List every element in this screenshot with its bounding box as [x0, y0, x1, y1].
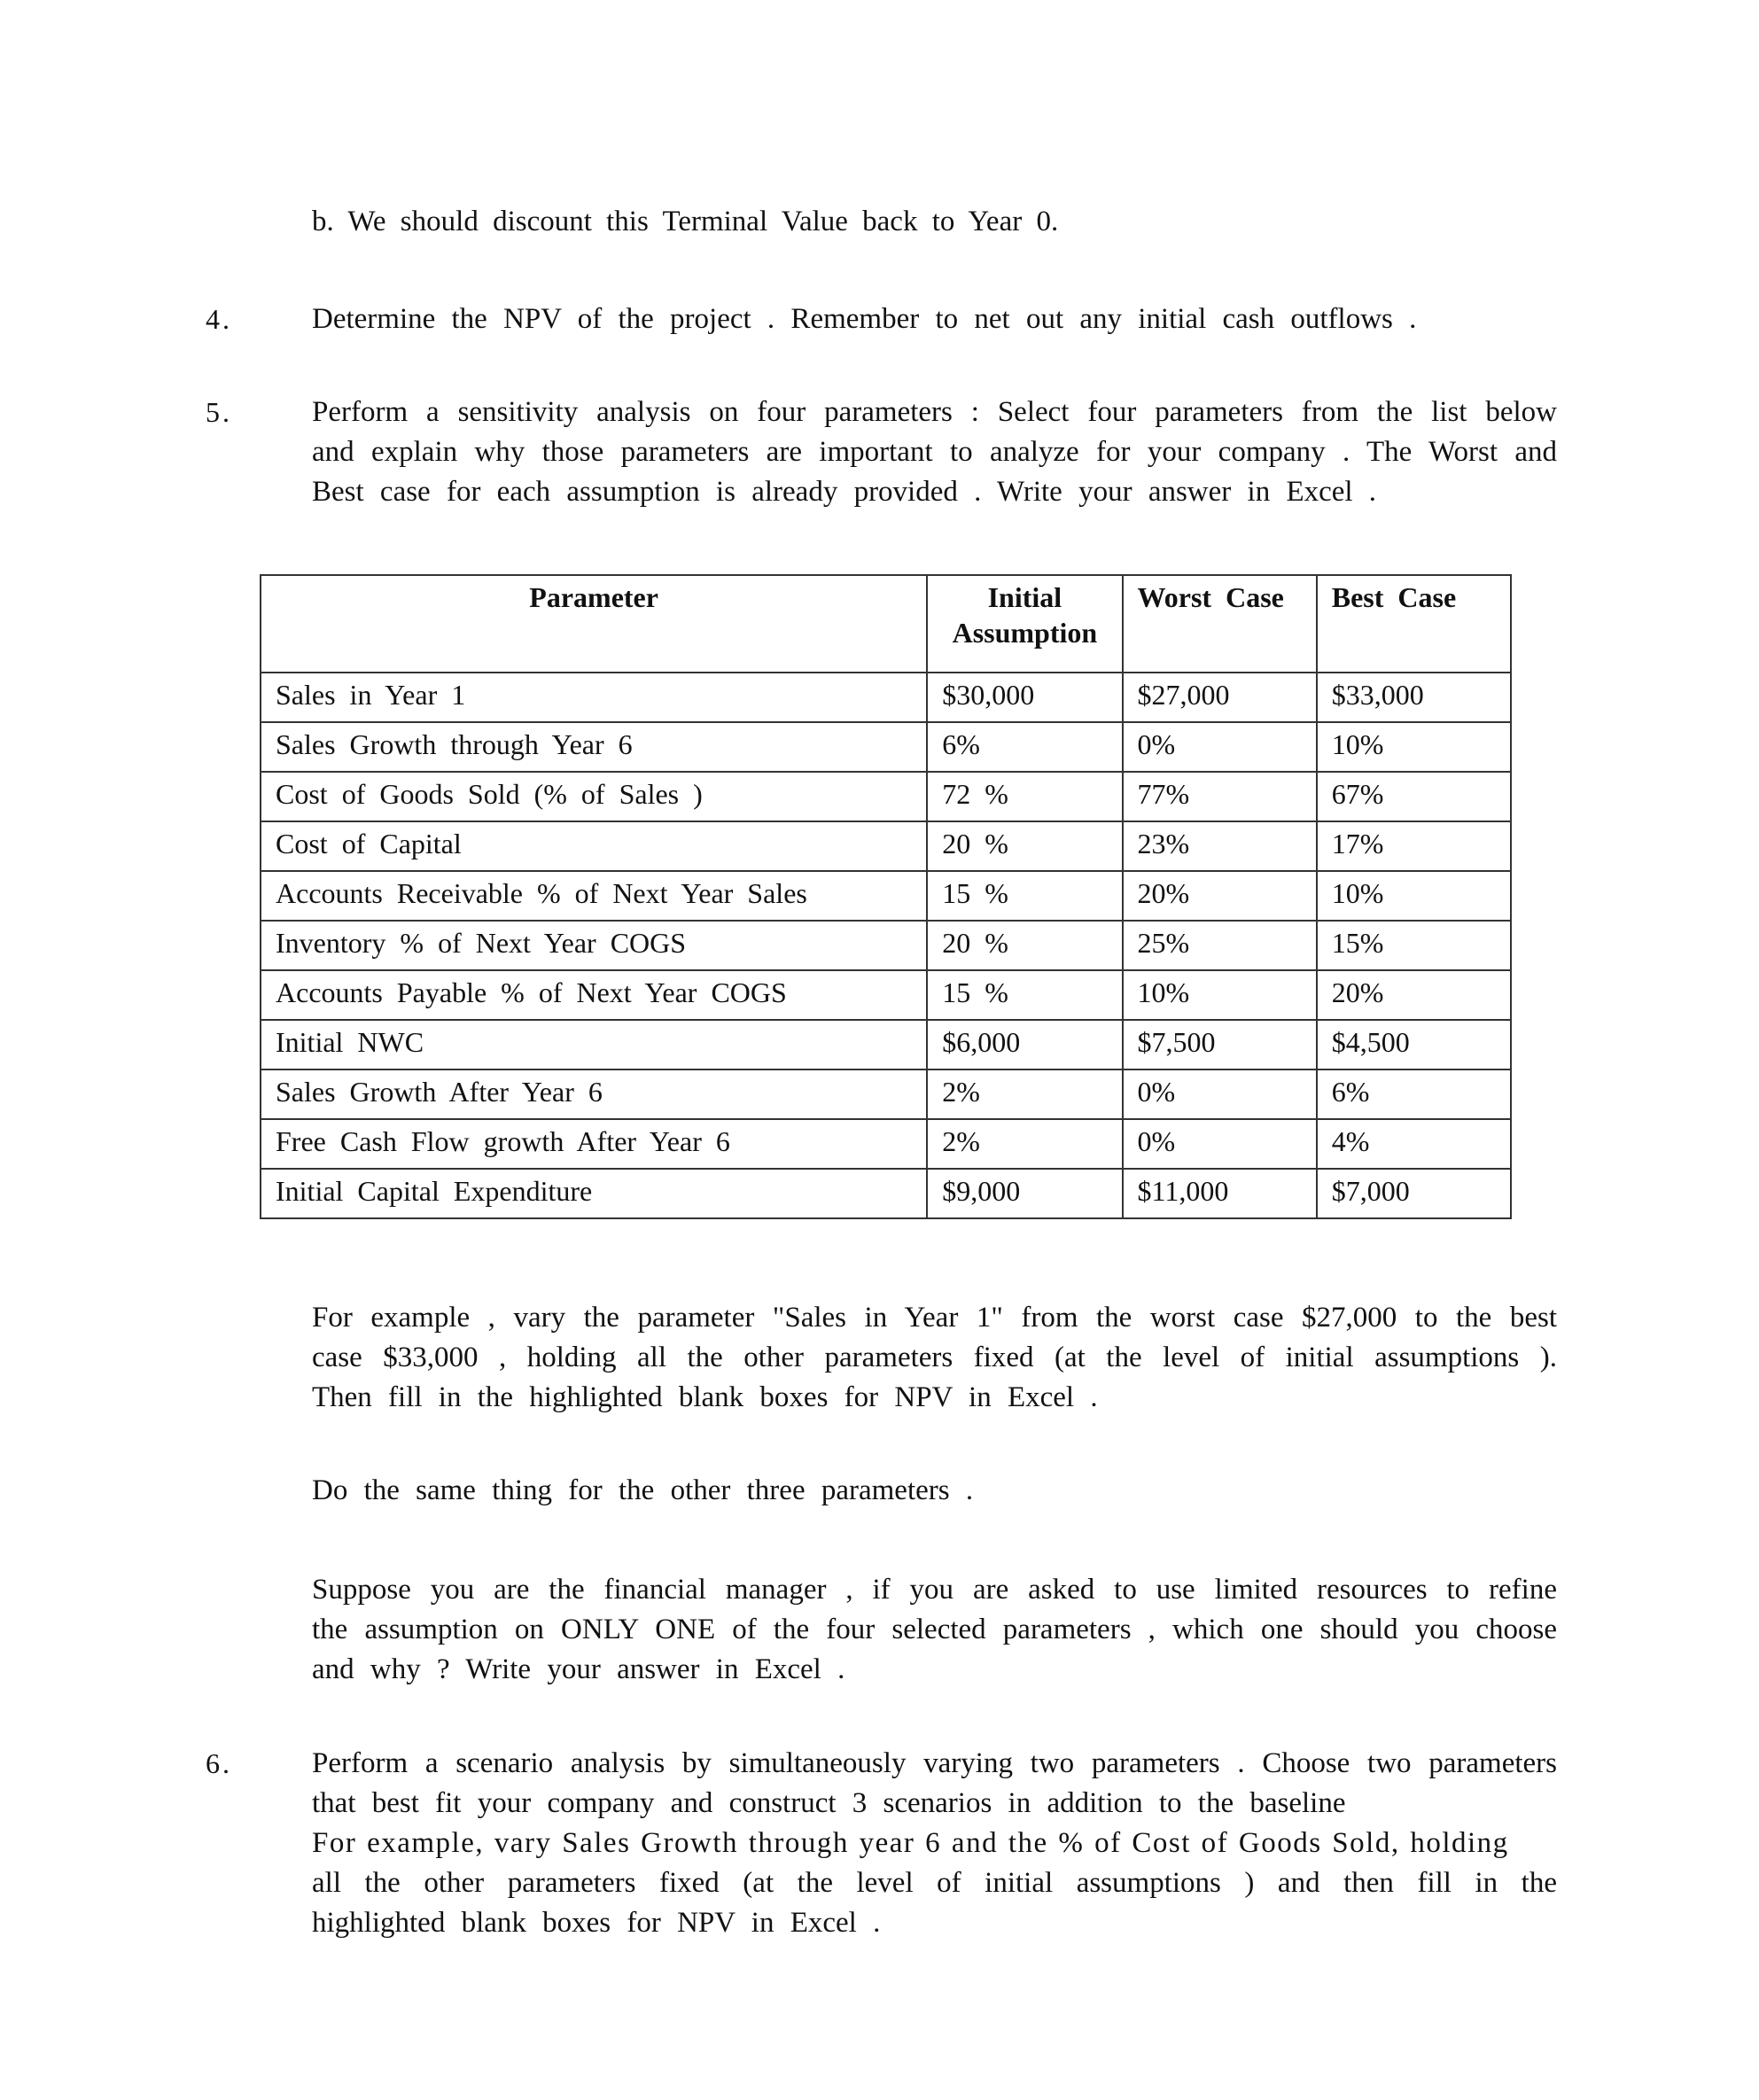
initial-cell: 2%	[927, 1069, 1122, 1119]
suppose-paragraph: Suppose you are the financial manager , if you are asked to use limited resources to refine the assumption on ONLY ONE of the four selected parameters , which one should you choose and why ? Write your answer in Excel .	[312, 1574, 1557, 1685]
table-row	[261, 821, 1511, 871]
best-cell: 6%	[1317, 1069, 1511, 1119]
table-row	[261, 871, 1511, 921]
initial-cell: 15 %	[927, 970, 1122, 1020]
initial-cell: 6%	[927, 722, 1122, 772]
header-worst-case: Worst Case	[1123, 575, 1317, 673]
parameter-cell: Cost of Capital	[261, 821, 927, 871]
best-cell: 10%	[1317, 871, 1511, 921]
worst-cell: 77%	[1123, 772, 1317, 821]
table-row	[261, 673, 1511, 722]
parameter-cell: Accounts Payable % of Next Year COGS	[261, 970, 927, 1020]
parameter-cell: Initial Capital Expenditure	[261, 1169, 927, 1218]
best-cell: 67%	[1317, 772, 1511, 821]
parameter-cell: Sales Growth through Year 6	[261, 722, 927, 772]
initial-cell: 20 %	[927, 821, 1122, 871]
worst-cell: $7,500	[1123, 1020, 1317, 1069]
worst-cell: $11,000	[1123, 1169, 1317, 1218]
table-row	[261, 970, 1511, 1020]
worst-cell: 25%	[1123, 921, 1317, 970]
item-5-number: 5.	[206, 396, 232, 428]
initial-cell: $6,000	[927, 1020, 1122, 1069]
initial-cell: $30,000	[927, 673, 1122, 722]
initial-cell: $9,000	[927, 1169, 1122, 1218]
initial-cell: 2%	[927, 1119, 1122, 1169]
same-thing-paragraph: Do the same thing for the other three parameters .	[312, 1474, 974, 1506]
header-initial-assumption: Initial Assumption	[927, 575, 1122, 673]
worst-cell: 23%	[1123, 821, 1317, 871]
worst-cell: 0%	[1123, 722, 1317, 772]
parameter-cell: Inventory % of Next Year COGS	[261, 921, 927, 970]
table-row	[261, 921, 1511, 970]
initial-cell: 20 %	[927, 921, 1122, 970]
worst-cell: 10%	[1123, 970, 1317, 1020]
best-cell: $33,000	[1317, 673, 1511, 722]
item-6-line3: all the other parameters fixed (at the level of initial assumptions ) and then fill in the highlighted blank boxes for NPV in Excel .	[312, 1867, 1557, 1939]
item-6-number: 6.	[206, 1747, 232, 1779]
example-paragraph: For example , vary the parameter "Sales in Year 1" from the worst case $27,000 to the best case $33,000 , holding all the other parameters fixed (at the level of initial assumptions ). Then fill in the highlighted blank boxes for NPV in Excel .	[312, 1302, 1557, 1413]
sensitivity-parameter-table	[260, 574, 1512, 1219]
item-6-line1: Perform a scenario analysis by simultaneously varying two parameters . Choose two parameters that best fit your company and construct 3 scenarios in addition to the baseline	[312, 1747, 1557, 1819]
table-row	[261, 1169, 1511, 1218]
initial-cell: 72 %	[927, 772, 1122, 821]
table-row	[261, 1069, 1511, 1119]
best-cell: 20%	[1317, 970, 1511, 1020]
best-cell: 4%	[1317, 1119, 1511, 1169]
worst-cell: 20%	[1123, 871, 1317, 921]
worst-cell: $27,000	[1123, 673, 1317, 722]
worst-cell: 0%	[1123, 1119, 1317, 1169]
parameter-cell: Accounts Receivable % of Next Year Sales	[261, 871, 927, 921]
best-cell: $7,000	[1317, 1169, 1511, 1218]
parameter-cell: Initial NWC	[261, 1020, 927, 1069]
item-b-text: b. We should discount this Terminal Value back to Year 0.	[312, 206, 1059, 237]
item-5-text: Perform a sensitivity analysis on four parameters : Select four parameters from the list below and explain why those parameters are important to analyze for your company . The Worst and Best case for each assumption is already provided . Write your answer in Excel .	[312, 396, 1557, 508]
best-cell: 10%	[1317, 722, 1511, 772]
table-header-row	[261, 575, 1511, 673]
best-cell: 17%	[1317, 821, 1511, 871]
parameter-cell: Sales Growth After Year 6	[261, 1069, 927, 1119]
table-row	[261, 722, 1511, 772]
table-row	[261, 1119, 1511, 1169]
item-4-number: 4.	[206, 303, 232, 335]
item-6-line2: For example, vary Sales Growth through year 6 and the % of Cost of Goods Sold, holding	[312, 1827, 1509, 1859]
parameter-cell: Sales in Year 1	[261, 673, 927, 722]
table-row	[261, 1020, 1511, 1069]
parameter-cell: Free Cash Flow growth After Year 6	[261, 1119, 927, 1169]
initial-cell: 15 %	[927, 871, 1122, 921]
table-row	[261, 772, 1511, 821]
worst-cell: 0%	[1123, 1069, 1317, 1119]
header-parameter: Parameter	[261, 575, 927, 673]
item-4-text: Determine the NPV of the project . Remember to net out any initial cash outflows .	[312, 303, 1417, 335]
best-cell: 15%	[1317, 921, 1511, 970]
parameter-cell: Cost of Goods Sold (% of Sales )	[261, 772, 927, 821]
best-cell: $4,500	[1317, 1020, 1511, 1069]
header-best-case: Best Case	[1317, 575, 1511, 673]
